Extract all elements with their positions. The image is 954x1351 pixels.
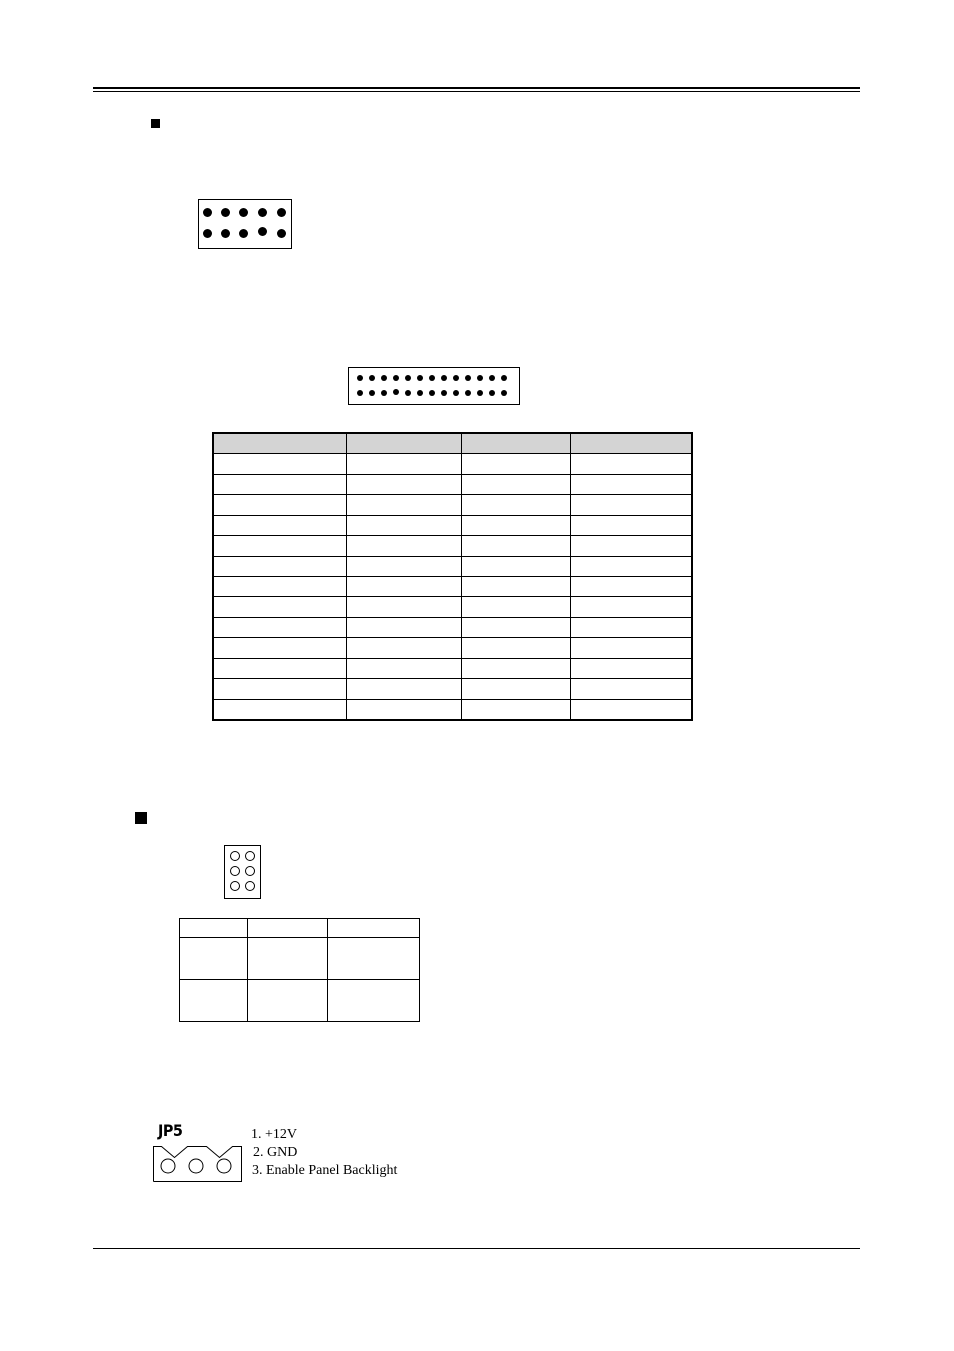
table-cell <box>248 979 327 1021</box>
table-cell <box>213 617 346 637</box>
jp5-pin-1-label: 1. +12V <box>251 1127 298 1142</box>
table-cell <box>346 576 461 596</box>
pin <box>405 375 411 381</box>
pin <box>501 390 507 396</box>
pin <box>230 851 240 861</box>
pin-assignment-table <box>212 432 693 721</box>
pin <box>489 390 495 396</box>
pin <box>393 389 399 395</box>
pin <box>357 375 363 381</box>
pin <box>429 390 435 396</box>
table-row <box>213 495 692 515</box>
table-cell <box>346 515 461 535</box>
table-cell <box>461 699 570 720</box>
pin <box>417 390 423 396</box>
table-cell <box>346 699 461 720</box>
table-cell <box>346 638 461 658</box>
table-row <box>213 474 692 494</box>
table-row <box>213 658 692 678</box>
table-cell <box>346 536 461 556</box>
table-row <box>213 597 692 617</box>
table-cell <box>461 658 570 678</box>
table-cell <box>213 576 346 596</box>
bottom-rule <box>93 1248 860 1249</box>
pin <box>453 375 459 381</box>
table-cell <box>346 597 461 617</box>
table-row <box>213 638 692 658</box>
pin <box>277 229 286 238</box>
pin <box>393 375 399 381</box>
jp5-label: JP5 <box>158 1121 183 1140</box>
section-bullet-square-icon <box>151 119 160 128</box>
table-cell <box>461 474 570 494</box>
table-row <box>213 576 692 596</box>
table-cell <box>461 454 570 474</box>
table-cell <box>213 536 346 556</box>
table-cell <box>570 699 692 720</box>
table-cell <box>570 658 692 678</box>
table-cell <box>461 597 570 617</box>
table-cell <box>213 597 346 617</box>
table-row <box>213 454 692 474</box>
section-bullet-square-icon <box>135 812 147 824</box>
pin <box>465 375 471 381</box>
pin <box>417 375 423 381</box>
pin <box>369 390 375 396</box>
table-header-row <box>180 919 420 938</box>
pin <box>429 375 435 381</box>
table-header-cell <box>327 919 419 938</box>
pin <box>258 208 267 217</box>
table-header-cell <box>346 433 461 454</box>
table-cell <box>346 474 461 494</box>
table-cell <box>346 679 461 699</box>
jp5-connector-diagram <box>150 1138 246 1184</box>
table-cell <box>327 938 419 979</box>
table-cell <box>461 576 570 596</box>
table-cell <box>213 679 346 699</box>
table-cell <box>180 938 248 979</box>
pin-header-10 <box>198 199 292 249</box>
pin <box>221 229 230 238</box>
table-header-cell <box>213 433 346 454</box>
table-cell <box>346 658 461 678</box>
pin <box>501 375 507 381</box>
pin <box>477 375 483 381</box>
table-cell <box>570 597 692 617</box>
table-cell <box>213 495 346 515</box>
pin <box>230 881 240 891</box>
table-cell <box>570 454 692 474</box>
pin <box>441 375 447 381</box>
table-cell <box>570 495 692 515</box>
table-header-row <box>213 433 692 454</box>
table-cell <box>213 556 346 576</box>
pin <box>203 208 212 217</box>
table-header-cell <box>248 919 327 938</box>
pin <box>357 390 363 396</box>
pin <box>477 390 483 396</box>
table-row <box>213 699 692 720</box>
table-cell <box>180 979 248 1021</box>
pin <box>239 229 248 238</box>
table-header-cell <box>461 433 570 454</box>
pin <box>381 390 387 396</box>
top-rule <box>93 87 860 89</box>
pin-header-26 <box>348 367 520 405</box>
pin <box>381 375 387 381</box>
table-cell <box>570 536 692 556</box>
table-cell <box>570 679 692 699</box>
table-cell <box>248 938 327 979</box>
table-row <box>213 679 692 699</box>
table-row <box>213 515 692 535</box>
table-cell <box>346 495 461 515</box>
table-header-cell <box>180 919 248 938</box>
jumper-setting-table <box>179 918 420 1022</box>
table-cell <box>570 474 692 494</box>
table-cell <box>461 638 570 658</box>
table-cell <box>461 617 570 637</box>
pin <box>258 227 267 236</box>
table-cell <box>461 536 570 556</box>
table-cell <box>327 979 419 1021</box>
table-cell <box>213 454 346 474</box>
table-cell <box>461 556 570 576</box>
table-row <box>213 617 692 637</box>
table-cell <box>461 495 570 515</box>
table-cell <box>570 576 692 596</box>
table-cell <box>213 658 346 678</box>
table-row <box>180 979 420 1021</box>
table-cell <box>346 454 461 474</box>
table-cell <box>346 617 461 637</box>
pin <box>245 866 255 876</box>
table-cell <box>213 638 346 658</box>
table-cell <box>570 556 692 576</box>
pin <box>405 390 411 396</box>
table-cell <box>461 515 570 535</box>
table-row <box>213 536 692 556</box>
table-cell <box>570 638 692 658</box>
pin <box>245 851 255 861</box>
table-cell <box>213 474 346 494</box>
table-cell <box>213 699 346 720</box>
jp5-pin <box>161 1159 175 1173</box>
pin <box>245 881 255 891</box>
table-cell <box>461 679 570 699</box>
jp5-pin-2-label: 2. GND <box>253 1145 298 1160</box>
jp5-pin <box>217 1159 231 1173</box>
table-header-cell <box>570 433 692 454</box>
pin <box>277 208 286 217</box>
table-cell <box>570 617 692 637</box>
table-cell <box>570 515 692 535</box>
table-cell <box>213 515 346 535</box>
pin <box>230 866 240 876</box>
jp5-pin-3-label: 3. Enable Panel Backlight <box>252 1163 398 1178</box>
pin <box>221 208 230 217</box>
pin <box>203 229 212 238</box>
table-row <box>180 938 420 979</box>
pin <box>239 208 248 217</box>
jumper-header-6 <box>224 845 261 899</box>
pin <box>453 390 459 396</box>
pin <box>369 375 375 381</box>
table-row <box>213 556 692 576</box>
top-rule-thin <box>93 91 860 92</box>
jp5-pin <box>189 1159 203 1173</box>
pin <box>465 390 471 396</box>
table-cell <box>346 556 461 576</box>
pin <box>441 390 447 396</box>
pin <box>489 375 495 381</box>
